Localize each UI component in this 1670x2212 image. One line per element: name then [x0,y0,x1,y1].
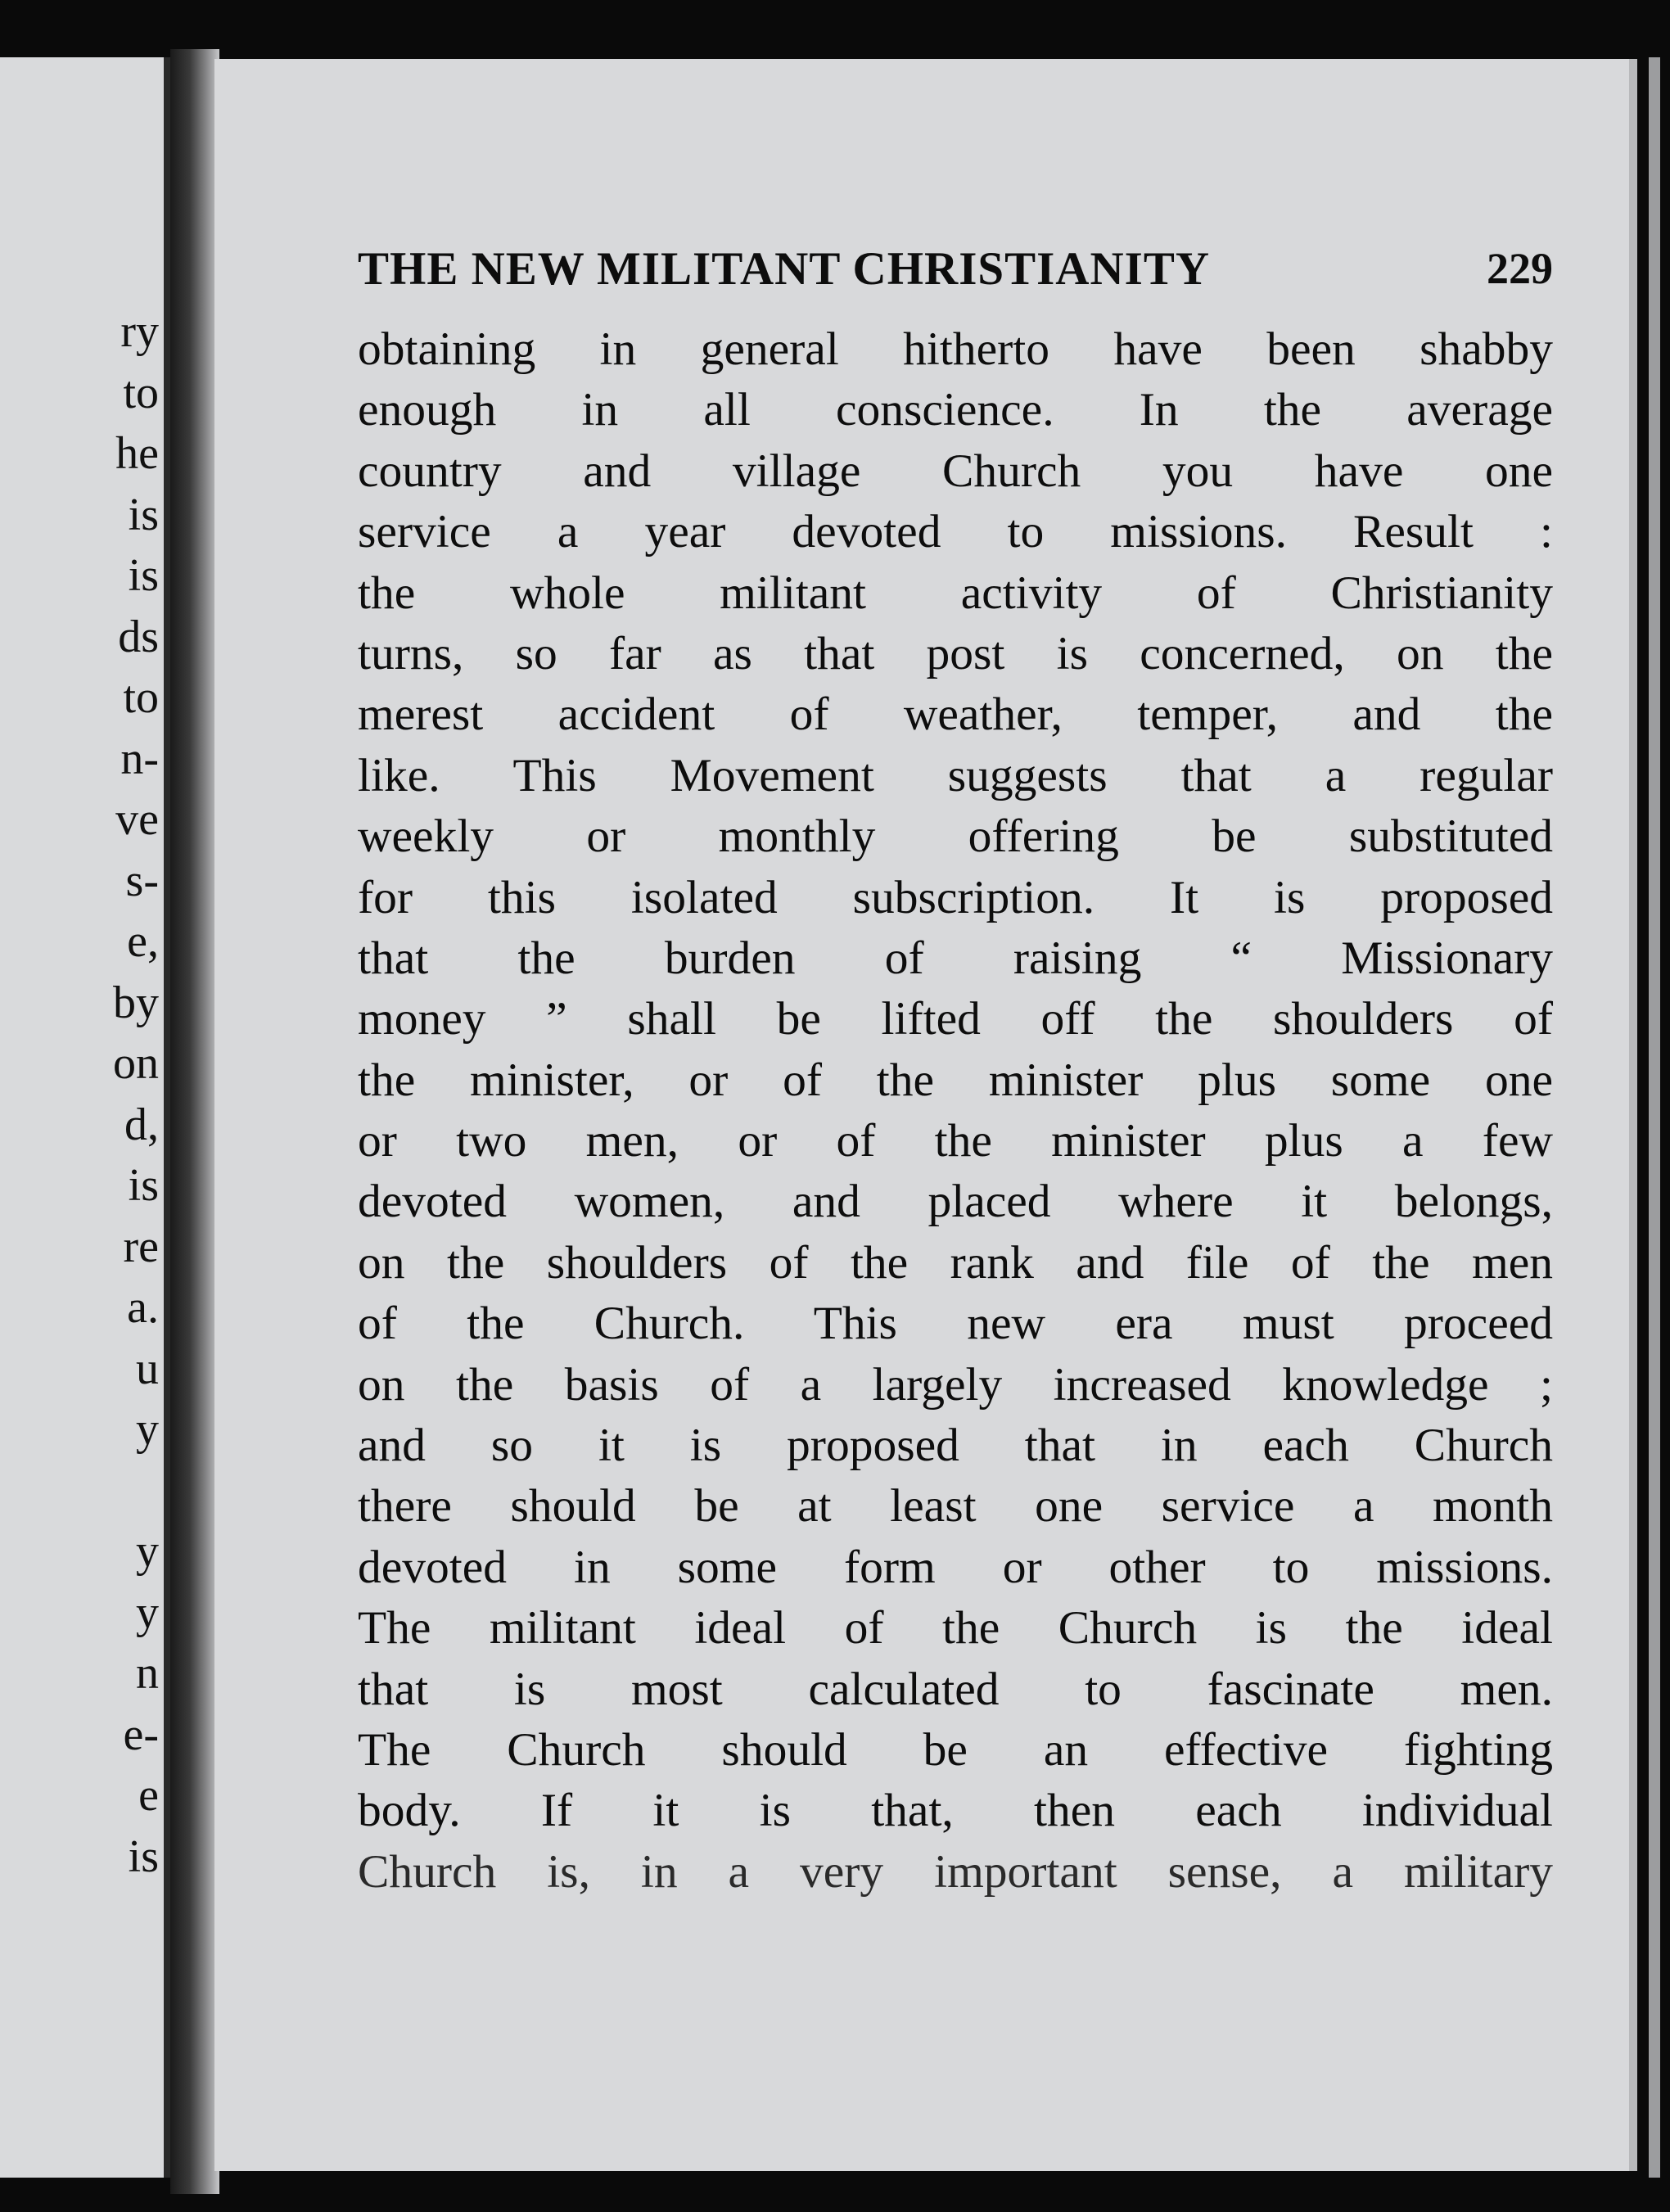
left-fragment: is [128,1160,159,1211]
page-number: 229 [1487,244,1553,293]
left-fragment: d, [124,1099,159,1150]
text-line: devoted in some form or other to missions. [358,1541,1553,1593]
left-fragment: ve [115,794,159,845]
book-gutter [170,49,219,2194]
left-fragment: a. [127,1282,159,1333]
text-line: of the Church. This new era must proceed [358,1298,1553,1350]
text-line: country and village Church you have one [358,445,1553,497]
left-facing-page [0,57,170,2178]
left-fragment: s- [125,855,159,906]
left-fragment: e, [127,916,159,967]
text-line: like. This Movement suggests that a regular [358,749,1553,801]
right-page [214,59,1637,2171]
text-line: that is most calculated to fascinate men. [358,1663,1553,1715]
left-fragment: on [113,1038,159,1089]
text-line: obtaining in general hitherto have been shabby [358,323,1553,375]
text-line: that the burden of raising “ Missionary [358,932,1553,984]
left-fragment: y [136,1526,159,1577]
left-fragment: is [128,489,159,540]
left-fragment: to [123,367,159,418]
running-head [358,229,1553,308]
text-line: enough in all conscience. In the average [358,384,1553,436]
text-line: service a year devoted to missions. Result : [358,506,1553,558]
text-line: The militant ideal of the Church is the ideal [358,1602,1553,1654]
left-fragment: u [136,1343,159,1394]
left-fragment: is [128,1831,159,1882]
text-line: for this isolated subscription. It is proposed [358,871,1553,923]
body-text [358,319,1553,1903]
text-line: the minister, or of the minister plus some one [358,1054,1553,1106]
left-fragment: y [136,1404,159,1455]
text-line: on the shoulders of the rank and file of the men [358,1236,1553,1289]
text-line: merest accident of weather, temper, and the [358,688,1553,741]
left-fragment: e- [123,1709,159,1760]
left-page-text-fragments [0,301,164,1887]
text-line: and so it is proposed that in each Church [358,1420,1553,1472]
left-fragment: by [113,977,159,1028]
left-fragment: re [123,1221,159,1272]
left-fragment: n [136,1648,159,1699]
text-line: devoted women, and placed where it belongs, [358,1176,1553,1228]
text-line: the whole militant activity of Christianity [358,567,1553,619]
text-line: or two men, or of the minister plus a few [358,1115,1553,1167]
left-fragment: ry [120,306,159,357]
left-fragment: y [136,1587,159,1638]
text-line: on the basis of a largely increased knowledge ; [358,1358,1553,1411]
text-line: weekly or monthly offering be substituted [358,810,1553,863]
left-fragment: to [123,672,159,723]
text-line: The Church should be an effective fighting [358,1723,1553,1776]
page-edge [1649,57,1660,2178]
left-fragment: n- [120,733,159,784]
left-fragment [0,1460,164,1522]
text-line: turns, so far as that post is concerned, on the [358,627,1553,679]
left-fragment: ds [118,611,159,662]
left-fragment: is [128,550,159,601]
text-line: body. If it is that, then each individual [358,1785,1553,1837]
left-fragment: e [138,1770,159,1821]
running-title: THE NEW MILITANT CHRISTIANITY [358,242,1211,295]
text-line: there should be at least one service a month [358,1480,1553,1533]
text-line: money ” shall be lifted off the shoulders of [358,993,1553,1045]
left-fragment: he [115,428,159,479]
text-line: Church is, in a very important sense, a military [358,1845,1553,1898]
